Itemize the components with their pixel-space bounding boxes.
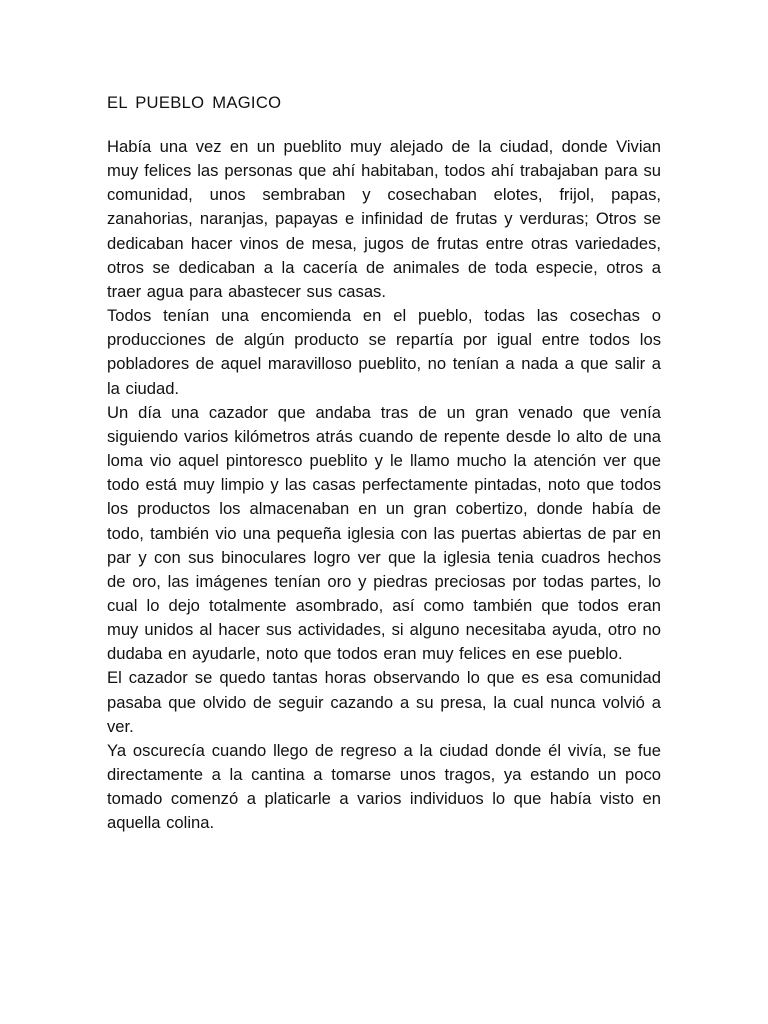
paragraph-3: Un día una cazador que andaba tras de un gran venado que venía siguiendo varios kilómetros atrás cuando de repente desde lo alto de una loma vio aquel pintoresco pueblito y le llamo mucho la atención ver que todo está muy limpio y las casas perfectamente pintadas, noto que todos los productos los almacenaban en un gran cobertizo, donde había de todo, también vio una pequeña iglesia con las puertas abiertas de par en par y con sus binoculares logro ver que la iglesia tenia cuadros hechos de oro, las imágenes tenían oro y piedras preciosas por todas partes, lo cual lo dejo totalmente asombrado, así como también que todos eran muy unidos al hacer sus actividades, si alguno necesitaba ayuda, otro no dudaba en ayudarle, noto que todos eran muy felices en ese pueblo. [107, 402, 661, 664]
paragraph-5: Ya oscurecía cuando llego de regreso a la ciudad donde él vivía, se fue directamente a la cantina a tomarse unos tragos, ya estando un poco tomado comenzó a platicarle a varios individuos lo que había visto en aquella colina. [107, 740, 661, 833]
document-body [107, 92, 661, 836]
paragraph-2: Todos tenían una encomienda en el pueblo, todas las cosechas o producciones de algún producto se repartía por igual entre todos los pobladores de aquel maravilloso pueblito, no tenían a nada a que salir a la ciudad. [107, 306, 661, 398]
paragraph-1: Había una vez en un pueblito muy alejado de la ciudad, donde Vivian muy felices las personas que ahí habitaban, todos ahí trabajaban para su comunidad, unos sembraban y cosechaban elotes, frijol, papas, zanahorias, naranjas, papayas e infinidad de frutas y verduras; Otros se dedicaban hacer vinos de mesa, jugos de frutas entre otras variedades, otros se dedicaban a la cacería de animales de toda especie, otros a traer agua para abastecer sus casas. [107, 137, 661, 301]
paragraph-4: El cazador se quedo tantas horas observando lo que es esa comunidad pasaba que olvido de seguir cazando a su presa, la cual nunca volvió a ver. [107, 668, 661, 736]
document-title: EL PUEBLO MAGICO [107, 93, 282, 112]
